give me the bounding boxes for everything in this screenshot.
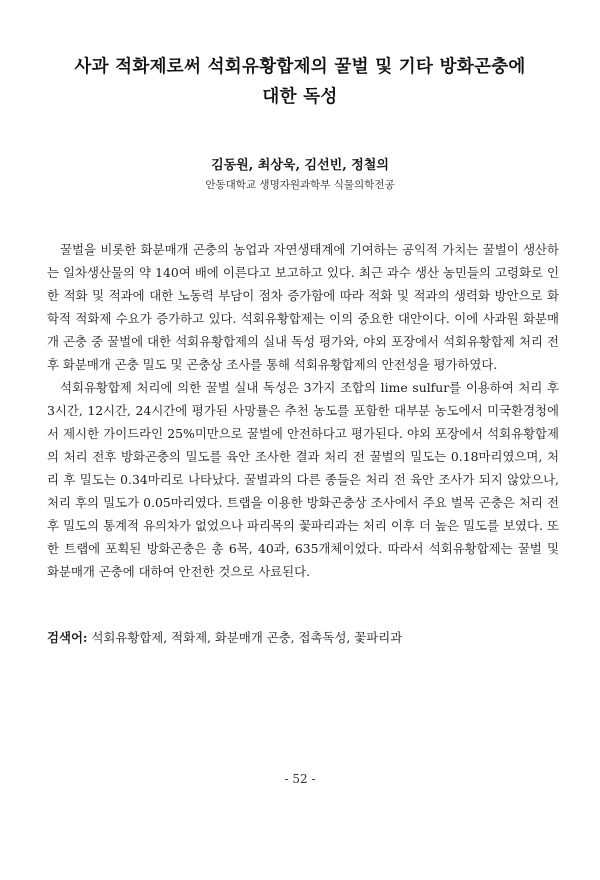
page-number: - 52 - [284,772,316,786]
keywords-label: 검색어: [47,630,88,645]
paper-title [40,52,560,112]
title-line-1: 사과 적화제로써 석회유황합제의 꿀벌 및 기타 방화곤충에 [74,57,526,77]
title-line-2: 대한 독성 [262,87,338,107]
author-list: 김동원, 최상욱, 김선빈, 정철의 [211,158,389,173]
abstract [47,238,559,583]
abstract-paragraph-2: 석회유황합제 처리에 의한 꿀벌 실내 독성은 3가지 조합의 lime sulfur를 이용하여 처리 후 3시간, 12시간, 24시간에 평가된 사망률은 추천 농도를 포함한 대부분 농도에서 미국환경청에서 제시한 가이드라인 25%미만으로 꿀벌에 안전하다고 평가된다. 야외 포장에서 석회유황합제의 처리 전후 방화곤충의 밀도를 육안 조사한 결과 처리 전 꿀벌의 밀도는 0.18마리였으며, 처리 후 밀도는 0.34마리로 나타났다. 꿀벌과의 다른 종들은 처리 전 육안 조사가 되지 않았으나, 처리 후의 밀도가 0.05마리였다. 트랩을 이용한 방화곤충상 조사에서 주요 벌목 곤충은 처리 전후 밀도의 통계적 유의차가 없었으나 파리목의 꽃파리과는 처리 이후 더 높은 밀도를 보였다. 또한 트랩에 포획된 방화곤충은 총 6목, 40과, 635개체이었다. 따라서 석회유황합제는 꿀벌 및 화분매개 곤충에 대하여 안전한 것으로 사료된다. [47,380,559,579]
keywords-value: 석회유황합제, 적화제, 화분매개 곤충, 접촉독성, 꽃파리과 [91,630,403,645]
keywords [47,628,559,648]
affiliation: 안동대학교 생명자원과학부 식물의학전공 [205,179,395,191]
abstract-paragraph-1: 꿀벌을 비롯한 화분매개 곤충의 농업과 자연생태계에 기여하는 공익적 가치는 꿀벌이 생산하는 일차생산물의 약 140여 배에 이른다고 보고하고 있다. 최근 과수 생산 농민들의 고령화로 인한 적화 및 적과에 대한 노동력 부담이 점차 증가함에 따라 적화 및 적과의 생력화 방안으로 화학적 적화제 수요가 증가하고 있다. 석회유황합제는 이의 중요한 대안이다. 이에 사과원 화분매개 곤충 중 꿀벌에 대한 석회유황합제의 실내 독성 평가와, 야외 포장에서 석회유황합제 처리 전후 화분매개 곤충 밀도 및 곤충상 조사를 통해 석회유황합제의 안전성을 평가하였다. [47,242,559,372]
